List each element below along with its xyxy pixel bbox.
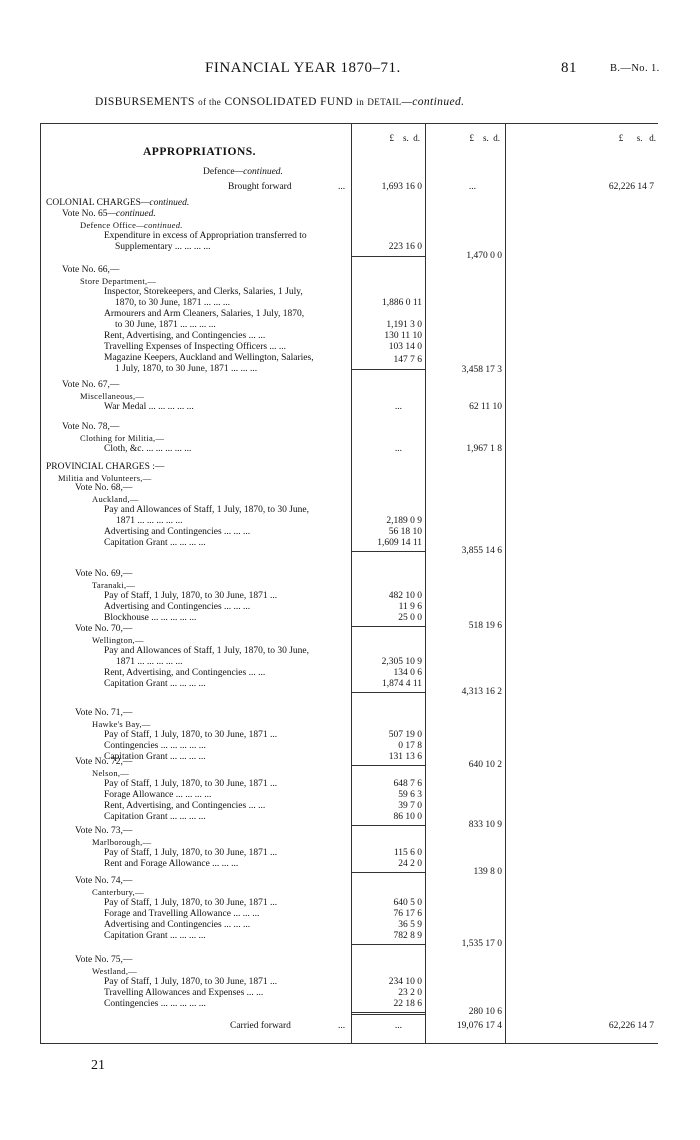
store-department-label: Store Department,—: [80, 276, 157, 286]
amount-col1: 2,305 10 9: [381, 657, 422, 667]
appropriations-heading: APPROPRIATIONS.: [143, 146, 257, 158]
subtotal-rule: [352, 765, 425, 766]
amount-col1: 131 13 6: [388, 752, 422, 762]
amount-col1: ...: [394, 444, 402, 454]
vote-label: Vote No. 72,—: [75, 757, 133, 767]
amount-col1: 2,189 0 9: [386, 516, 422, 526]
line-text: War Medal ... ... ... ... ...: [104, 402, 194, 412]
table-left-rule: [40, 123, 41, 1043]
line-text: Pay of Staff, 1 July, 1870, to 30 June, 1871 ...: [104, 779, 278, 789]
line-text: Pay of Staff, 1 July, 1870, to 30 June, 1871 ...: [104, 591, 278, 601]
table-bottom-rule: [40, 1043, 658, 1044]
line-text: Advertising and Contingencies ... ... ...: [104, 602, 251, 612]
line-text: Inspector, Storekeepers, and Clerks, Salaries, 1 July,: [104, 287, 303, 297]
subtitle-pre: DISBURSEMENTS: [95, 96, 195, 108]
amount-col1: 0 17 8: [398, 741, 422, 751]
province-label: Nelson,—: [92, 768, 130, 778]
amount-col1: ...: [394, 402, 402, 412]
militia-label: Militia and Volunteers,—: [58, 473, 152, 483]
amount-col1: 134 0 6: [393, 668, 422, 678]
subtotal-rule: [352, 692, 425, 693]
vote-label: Vote No. 75,—: [75, 955, 133, 965]
subtotal-col2: 280 10 6: [468, 1007, 502, 1017]
brought-forward-dots: ...: [338, 182, 346, 192]
line-text: Forage Allowance ... ... ... ...: [104, 790, 212, 800]
line-text: Capitation Grant ... ... ... ...: [104, 931, 206, 941]
line-text: Rent, Advertising, and Contingencies ... ...: [104, 801, 266, 811]
line-text: Magazine Keepers, Auckland and Wellington, Salaries,: [104, 353, 314, 363]
line-text: Rent, Advertising, and Contingencies ... ...: [104, 668, 266, 678]
amount-col2: 1,967 1 8: [466, 444, 502, 454]
vote-label: Vote No. 68,—: [75, 483, 133, 493]
amount-col1: 25 0 0: [398, 613, 422, 623]
province-label: Taranaki,—: [92, 580, 136, 590]
amount-col1: 76 17 6: [393, 909, 422, 919]
line-text: Rent, Advertising, and Contingencies ... ...: [104, 331, 266, 341]
province-label: Canterbury,—: [92, 887, 144, 897]
subtotal-col2: 3,855 14 6: [461, 546, 502, 556]
folio-number: 21: [91, 1058, 105, 1073]
amount-col1: 56 18 10: [388, 527, 422, 537]
line-text: to 30 June, 1871 ... ... ... ...: [115, 320, 216, 330]
line-text: Travelling Expenses of Inspecting Officers ... ...: [104, 342, 287, 352]
brought-forward-label: Brought forward: [228, 182, 292, 192]
province-label: Wellington,—: [92, 635, 144, 645]
amount-col1: 507 19 0: [388, 730, 422, 740]
line-text: Cloth, &c. ... ... ... ... ...: [104, 444, 192, 454]
running-title: FINANCIAL YEAR 1870–71.: [205, 60, 401, 76]
table-top-rule: [40, 123, 658, 124]
amount-col1: 1,609 14 11: [377, 538, 422, 548]
carried-forward-col1: ...: [394, 1021, 402, 1031]
amount-col1: 147 7 6: [393, 355, 422, 365]
line-text: Travelling Allowances and Expenses ... ...: [104, 988, 264, 998]
subtotal-rule: [352, 872, 425, 873]
subtitle-cont: —continued.: [401, 96, 465, 108]
line-text: Forage and Travelling Allowance ... ... ...: [104, 909, 260, 919]
vote-label: Vote No. 74,—: [75, 876, 133, 886]
subtotal-col2: 139 8 0: [473, 867, 502, 877]
subtitle-detail: DETAIL: [367, 97, 402, 107]
column-rule-2: [425, 123, 426, 1043]
line-text: Supplementary ... ... ... ...: [115, 242, 211, 252]
provincial-charges-heading: PROVINCIAL CHARGES :—: [46, 462, 165, 472]
subtotal-rule: [352, 626, 425, 627]
defence-subheading: Defence—continued.: [203, 167, 283, 177]
province-label: Marlborough,—: [92, 837, 152, 847]
subtitle-mid: CONSOLIDATED FUND: [224, 96, 354, 108]
line-text: Pay of Staff, 1 July, 1870, to 30 June, 1871 ...: [104, 977, 278, 987]
line-text: Expenditure in excess of Appropriation transferred to: [104, 231, 307, 241]
subtitle-in: in: [356, 97, 365, 107]
vote-label: Vote No. 73,—: [75, 826, 133, 836]
carried-forward-col3: 62,226 14 7: [608, 1021, 654, 1031]
line-text: Contingencies ... ... ... ... ...: [104, 741, 206, 751]
subtotal-col2: 833 10 9: [468, 820, 502, 830]
line-text: 1871 ... ... ... ... ...: [116, 657, 183, 667]
amount-col1: 115 6 0: [393, 848, 422, 858]
subtotal-col2: 640 10 2: [468, 760, 502, 770]
vote-67-label: Vote No. 67,—: [62, 380, 120, 390]
subtotal-rule: [352, 551, 425, 552]
amount-col1: 1,886 0 11: [381, 298, 422, 308]
subtotal-rule: [352, 369, 425, 370]
column-rule-3: [505, 123, 506, 1043]
amount-col1: 648 7 6: [393, 779, 422, 789]
vote-label: Vote No. 70,—: [75, 624, 133, 634]
brought-forward-col1: 1,693 16 0: [381, 182, 422, 192]
subtotal-col2: 3,458 17 3: [461, 365, 502, 375]
vote-78-label: Vote No. 78,—: [62, 422, 120, 432]
line-text: Capitation Grant ... ... ... ...: [104, 812, 206, 822]
subtotal-col2: 1,470 0 0: [466, 251, 502, 261]
line-text: Pay and Allowances of Staff, 1 July, 1870, to 30 June,: [104, 505, 310, 515]
amount-col1: 103 14 0: [388, 342, 422, 352]
line-text: 1 July, 1870, to 30 June, 1871 ... ... ...: [115, 364, 258, 374]
amount-col1: 36 5 9: [398, 920, 422, 930]
line-text: Advertising and Contingencies ... ... ...: [104, 920, 251, 930]
amount-col1: 39 7 0: [398, 801, 422, 811]
subtotal-rule: [352, 825, 425, 826]
clothing-label: Clothing for Militia,—: [80, 433, 165, 443]
line-text: Pay of Staff, 1 July, 1870, to 30 June, 1871 ...: [104, 898, 278, 908]
province-label: Westland,—: [92, 966, 138, 976]
amount-col1: 640 5 0: [393, 898, 422, 908]
brought-forward-col3: 62,226 14 7: [608, 182, 654, 192]
currency-header-1: £ s. d.: [389, 133, 420, 143]
line-text: Blockhouse ... ... ... ... ...: [104, 613, 197, 623]
subtotal-col2: 1,535 17 0: [461, 939, 502, 949]
subtotal-col2: 4,313 16 2: [461, 687, 502, 697]
line-text: 1870, to 30 June, 1871 ... ... ...: [115, 298, 231, 308]
amount-col2: 62 11 10: [469, 402, 502, 412]
page-subtitle: [95, 96, 464, 108]
line-text: 1871 ... ... ... ... ...: [116, 516, 183, 526]
colonial-charges-heading: COLONIAL CHARGES—continued.: [46, 198, 190, 208]
vote-label: Vote No. 71,—: [75, 708, 133, 718]
line-text: Contingencies ... ... ... ... ...: [104, 999, 206, 1009]
section-code: B.—No. 1.: [610, 63, 660, 74]
line-text: Pay and Allowances of Staff, 1 July, 1870, to 30 June,: [104, 646, 310, 656]
line-text: Capitation Grant ... ... ... ...: [104, 752, 206, 762]
amount-col1: 1,191 3 0: [386, 320, 422, 330]
line-text: Pay of Staff, 1 July, 1870, to 30 June, 1871 ...: [104, 730, 278, 740]
amount-col1: 22 18 6: [393, 999, 422, 1009]
subtitle-of-the: of the: [198, 97, 222, 107]
province-label: Hawke's Bay,—: [92, 719, 151, 729]
line-text: Capitation Grant ... ... ... ...: [104, 679, 206, 689]
line-text: Armourers and Arm Cleaners, Salaries, 1 July, 1870,: [104, 309, 305, 319]
line-text: Capitation Grant ... ... ... ...: [104, 538, 206, 548]
vote-65-label: Vote No. 65—continued.: [62, 209, 156, 219]
defence-office-label: Defence Office—continued.: [80, 220, 183, 230]
currency-header-3: £ s. d.: [618, 133, 656, 143]
province-label: Auckland,—: [92, 494, 139, 504]
carried-forward-label: Carried forward: [230, 1021, 291, 1031]
line-text: Pay of Staff, 1 July, 1870, to 30 June, 1871 ...: [104, 848, 278, 858]
line-text: Advertising and Contingencies ... ... ...: [104, 527, 251, 537]
vote-label: Vote No. 69,—: [75, 569, 133, 579]
subtotal-rule: [352, 944, 425, 945]
amount-col1: 11 9 6: [398, 602, 422, 612]
amount-col1: 782 8 9: [393, 931, 422, 941]
subtotal-rule: [352, 1012, 425, 1013]
amount-col1: 59 6 3: [398, 790, 422, 800]
brought-forward-col2: ...: [468, 182, 476, 192]
amount-col1: 24 2 0: [398, 859, 422, 869]
carried-forward-col2: 19,076 17 4: [456, 1021, 502, 1031]
amount-col1: 1,874 4 11: [381, 679, 422, 689]
vote-66-label: Vote No. 66,—: [62, 265, 120, 275]
amount-col1: 86 10 0: [393, 812, 422, 822]
miscellaneous-label: Miscellaneous,—: [80, 391, 145, 401]
page-number: 81: [561, 60, 577, 76]
carried-rule-1: [352, 1014, 425, 1015]
subtotal-rule: [352, 256, 425, 257]
amount-col1: 23 2 0: [398, 988, 422, 998]
line-text: Rent and Forage Allowance ... ... ...: [104, 859, 239, 869]
amount-col1: 234 10 0: [388, 977, 422, 987]
amount-col1: 482 10 0: [388, 591, 422, 601]
amount-col1: 130 11 10: [384, 331, 422, 341]
currency-header-2: £ s. d.: [469, 133, 500, 143]
carried-forward-dots: ...: [338, 1021, 346, 1031]
amount-col1: 223 16 0: [388, 242, 422, 252]
subtotal-col2: 518 19 6: [468, 621, 502, 631]
